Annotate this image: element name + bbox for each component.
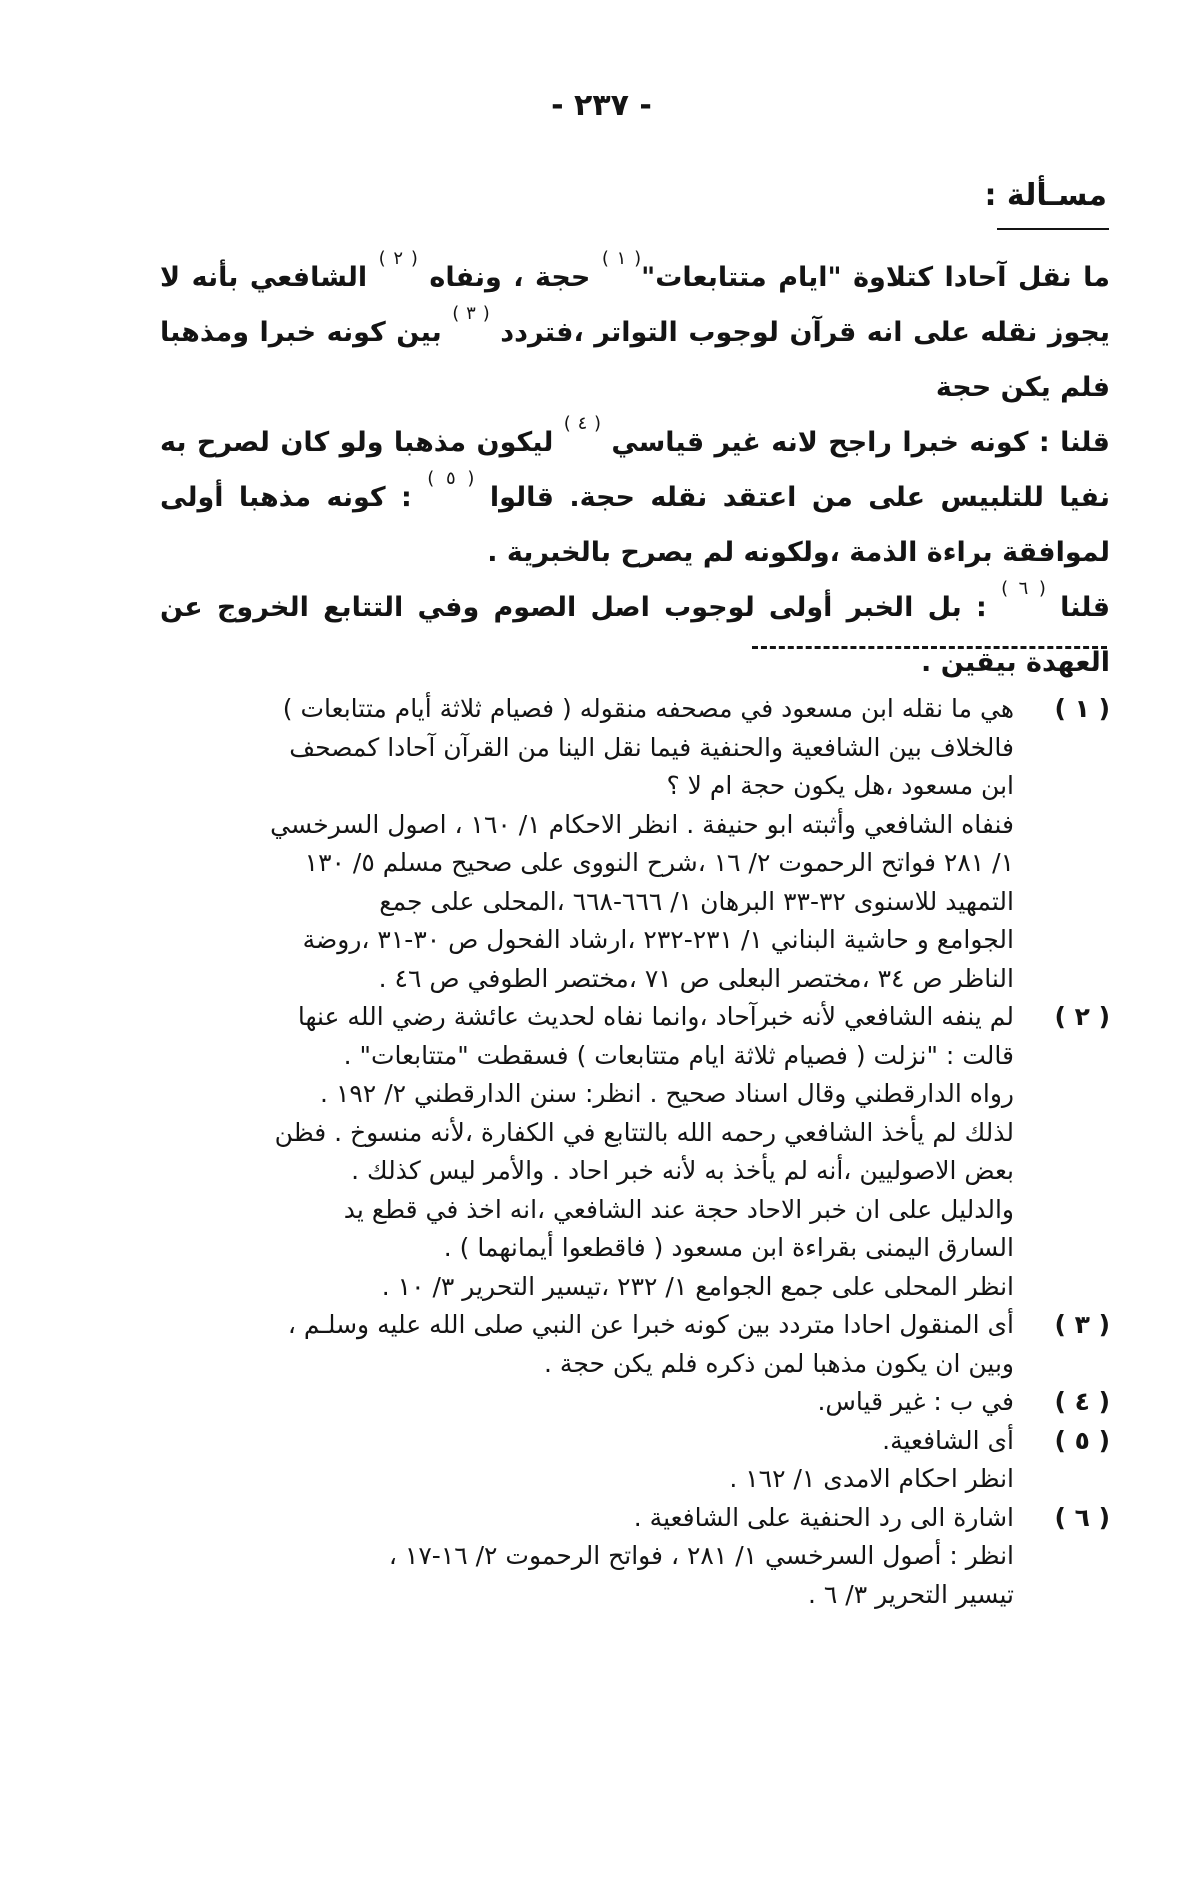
- body-paragraph: [160, 415, 1110, 580]
- body-text-segment: ما نقل آحادا كتلاوة "ايام متتابعات": [641, 262, 1110, 293]
- footnote-line: فالخلاف بين الشافعية والحنفية فيما نقل الينا من القرآن آحادا كمصحف: [289, 732, 1014, 762]
- footnote-marker: ( ٥ ): [1054, 1425, 1110, 1455]
- footnote-line: أى المنقول احادا متردد بين كونه خبرا عن النبي صلى الله عليه وسلـم ،: [287, 1310, 1014, 1339]
- footnote: [140, 1499, 1110, 1615]
- body-text-segment: قلنا: [1045, 592, 1110, 623]
- footnote: [140, 1306, 1110, 1383]
- footnote-line: انظر احكام الامدى ١/ ١٦٢ .: [729, 1464, 1014, 1493]
- footnote-marker: ( ٣ ): [1054, 1310, 1110, 1339]
- body-text-segment: ليكون مذهبا ولو كان لصرح به نفيا للتلبيس على من اعتقد نقله حجة. قالوا: [160, 427, 1110, 513]
- footnote-line: أى الشافعية.: [882, 1425, 1014, 1455]
- footnote: [140, 998, 1110, 1306]
- footnote-reference: ( ٢ ): [378, 248, 418, 269]
- footnote-text: [140, 1383, 1014, 1422]
- footnote-reference: ( ١ ): [601, 248, 642, 269]
- footnote-line: بعض الاصوليين ،أنه لم يأخذ به لأنه خبر احاد . والأمر ليس كذلك .: [351, 1156, 1014, 1185]
- footnote-line: رواه الدارقطني وقال اسناد صحيح . انظر: سنن الدارقطني ٢/ ١٩٢ .: [320, 1079, 1014, 1108]
- footnote: [140, 690, 1110, 998]
- footnote-text: [140, 690, 1014, 998]
- footnote-line: التمهيد للاسنوى ٣٢-٣٣ البرهان ١/ ٦٦٦-٦٦٨ ،المحلى على جمع: [379, 886, 1014, 916]
- footnote-separator: [752, 646, 1107, 649]
- footnote-line: في ب : غير قياس.: [817, 1387, 1014, 1416]
- footnotes: [140, 690, 1110, 1614]
- footnote-line: ابن مسعود ،هل يكون حجة ام لا ؟: [666, 771, 1014, 800]
- footnote-marker: ( ٢ ): [1054, 1002, 1110, 1031]
- footnote-text: [140, 1499, 1014, 1615]
- main-text: [160, 250, 1110, 690]
- footnote-line: ١/ ٢٨١ فواتح الرحموت ٢/ ١٦ ،شرح النووى على صحيح مسلم ٥/ ١٣٠: [304, 848, 1014, 877]
- footnote-line: فنفاه الشافعي وأثبته ابو حنيفة . انظر الاحكام ١/ ١٦٠ ، اصول السرخسي: [270, 809, 1014, 839]
- body-text-segment: بين كونه خبرا ومذهبا فلم يكن حجة: [160, 317, 1110, 403]
- body-paragraph: [160, 250, 1110, 415]
- footnote-line: قالت : "نزلت ( فصيام ثلاثة ايام متتابعات ) فسقطت "متتابعات" .: [343, 1040, 1014, 1070]
- footnote-line: اشارة الى رد الحنفية على الشافعية .: [633, 1502, 1014, 1532]
- footnote-marker: ( ١ ): [1054, 694, 1110, 723]
- footnote-reference: ( ٦ ): [1001, 578, 1046, 599]
- section-heading: مسـألة :: [984, 178, 1107, 213]
- footnote-line: انظر المحلى على جمع الجوامع ١/ ٢٣٢ ،تيسير التحرير ٣/ ١٠ .: [381, 1271, 1014, 1301]
- footnote-marker: ( ٦ ): [1054, 1502, 1110, 1532]
- footnote-line: الناظر ص ٣٤ ،مختصر البعلى ص ٧١ ،مختصر الطوفي ص ٤٦ .: [378, 963, 1014, 993]
- body-text-segment: : بل الخبر أولى لوجوب اصل الصوم وفي التتابع الخروج عن العهدة بيقين .: [160, 592, 1110, 678]
- body-paragraph: [160, 580, 1110, 690]
- footnote-line: انظر : أصول السرخسي ١/ ٢٨١ ، فواتح الرحموت ٢/ ١٦-١٧ ،: [388, 1541, 1014, 1570]
- footnote-line: لم ينفه الشافعي لأنه خبرآحاد ،وانما نفاه لحديث عائشة رضي الله عنها: [297, 1002, 1014, 1031]
- page-number: - ٢٣٧ -: [551, 88, 652, 123]
- footnote-marker: ( ٤ ): [1054, 1387, 1110, 1416]
- body-text-segment: حجة ، ونفاه: [417, 262, 602, 293]
- footnote: [140, 1383, 1110, 1422]
- footnote-line: الجوامع و حاشية البناني ١/ ٢٣١-٢٣٢ ،ارشاد الفحول ص ٣٠-٣١ ،روضة: [302, 925, 1014, 954]
- footnote: [140, 1422, 1110, 1499]
- footnote-line: والدليل على ان خبر الاحاد حجة عند الشافعي ،انه اخذ في قطع يد: [343, 1194, 1014, 1224]
- footnote-line: السارق اليمنى بقراءة ابن مسعود ( فاقطعوا أيمانهما ) .: [443, 1233, 1014, 1262]
- body-text-segment: : كونه مذهبا أولى لموافقة براءة الذمة ،ولكونه لم يصرح بالخبرية .: [160, 482, 1110, 568]
- footnote-reference: ( ٥ ): [427, 468, 475, 489]
- footnote-reference: ( ٤ ): [563, 413, 601, 434]
- footnote-line: تيسير التحرير ٣/ ٦ .: [808, 1579, 1014, 1609]
- footnote-text: [140, 1422, 1014, 1499]
- body-text-segment: الشافعي بأنه لا يجوز نقله على انه قرآن لوجوب التواتر ،فتردد: [160, 262, 1110, 348]
- heading-underline: [997, 228, 1109, 230]
- body-text-segment: قلنا : كونه خبرا راجح لانه غير قياسي: [601, 427, 1110, 458]
- footnote-reference: ( ٣ ): [452, 303, 490, 324]
- footnote-line: هي ما نقله ابن مسعود في مصحفه منقوله ( فصيام ثلاثة أيام متتابعات ): [282, 694, 1014, 723]
- footnote-text: [140, 998, 1014, 1306]
- footnote-text: [140, 1306, 1014, 1383]
- footnote-line: لذلك لم يأخذ الشافعي رحمه الله بالتتابع في الكفارة ،لأنه منسوخ . فظن: [274, 1117, 1014, 1147]
- footnote-line: وبين ان يكون مذهبا لمن ذكره فلم يكن حجة .: [544, 1348, 1014, 1378]
